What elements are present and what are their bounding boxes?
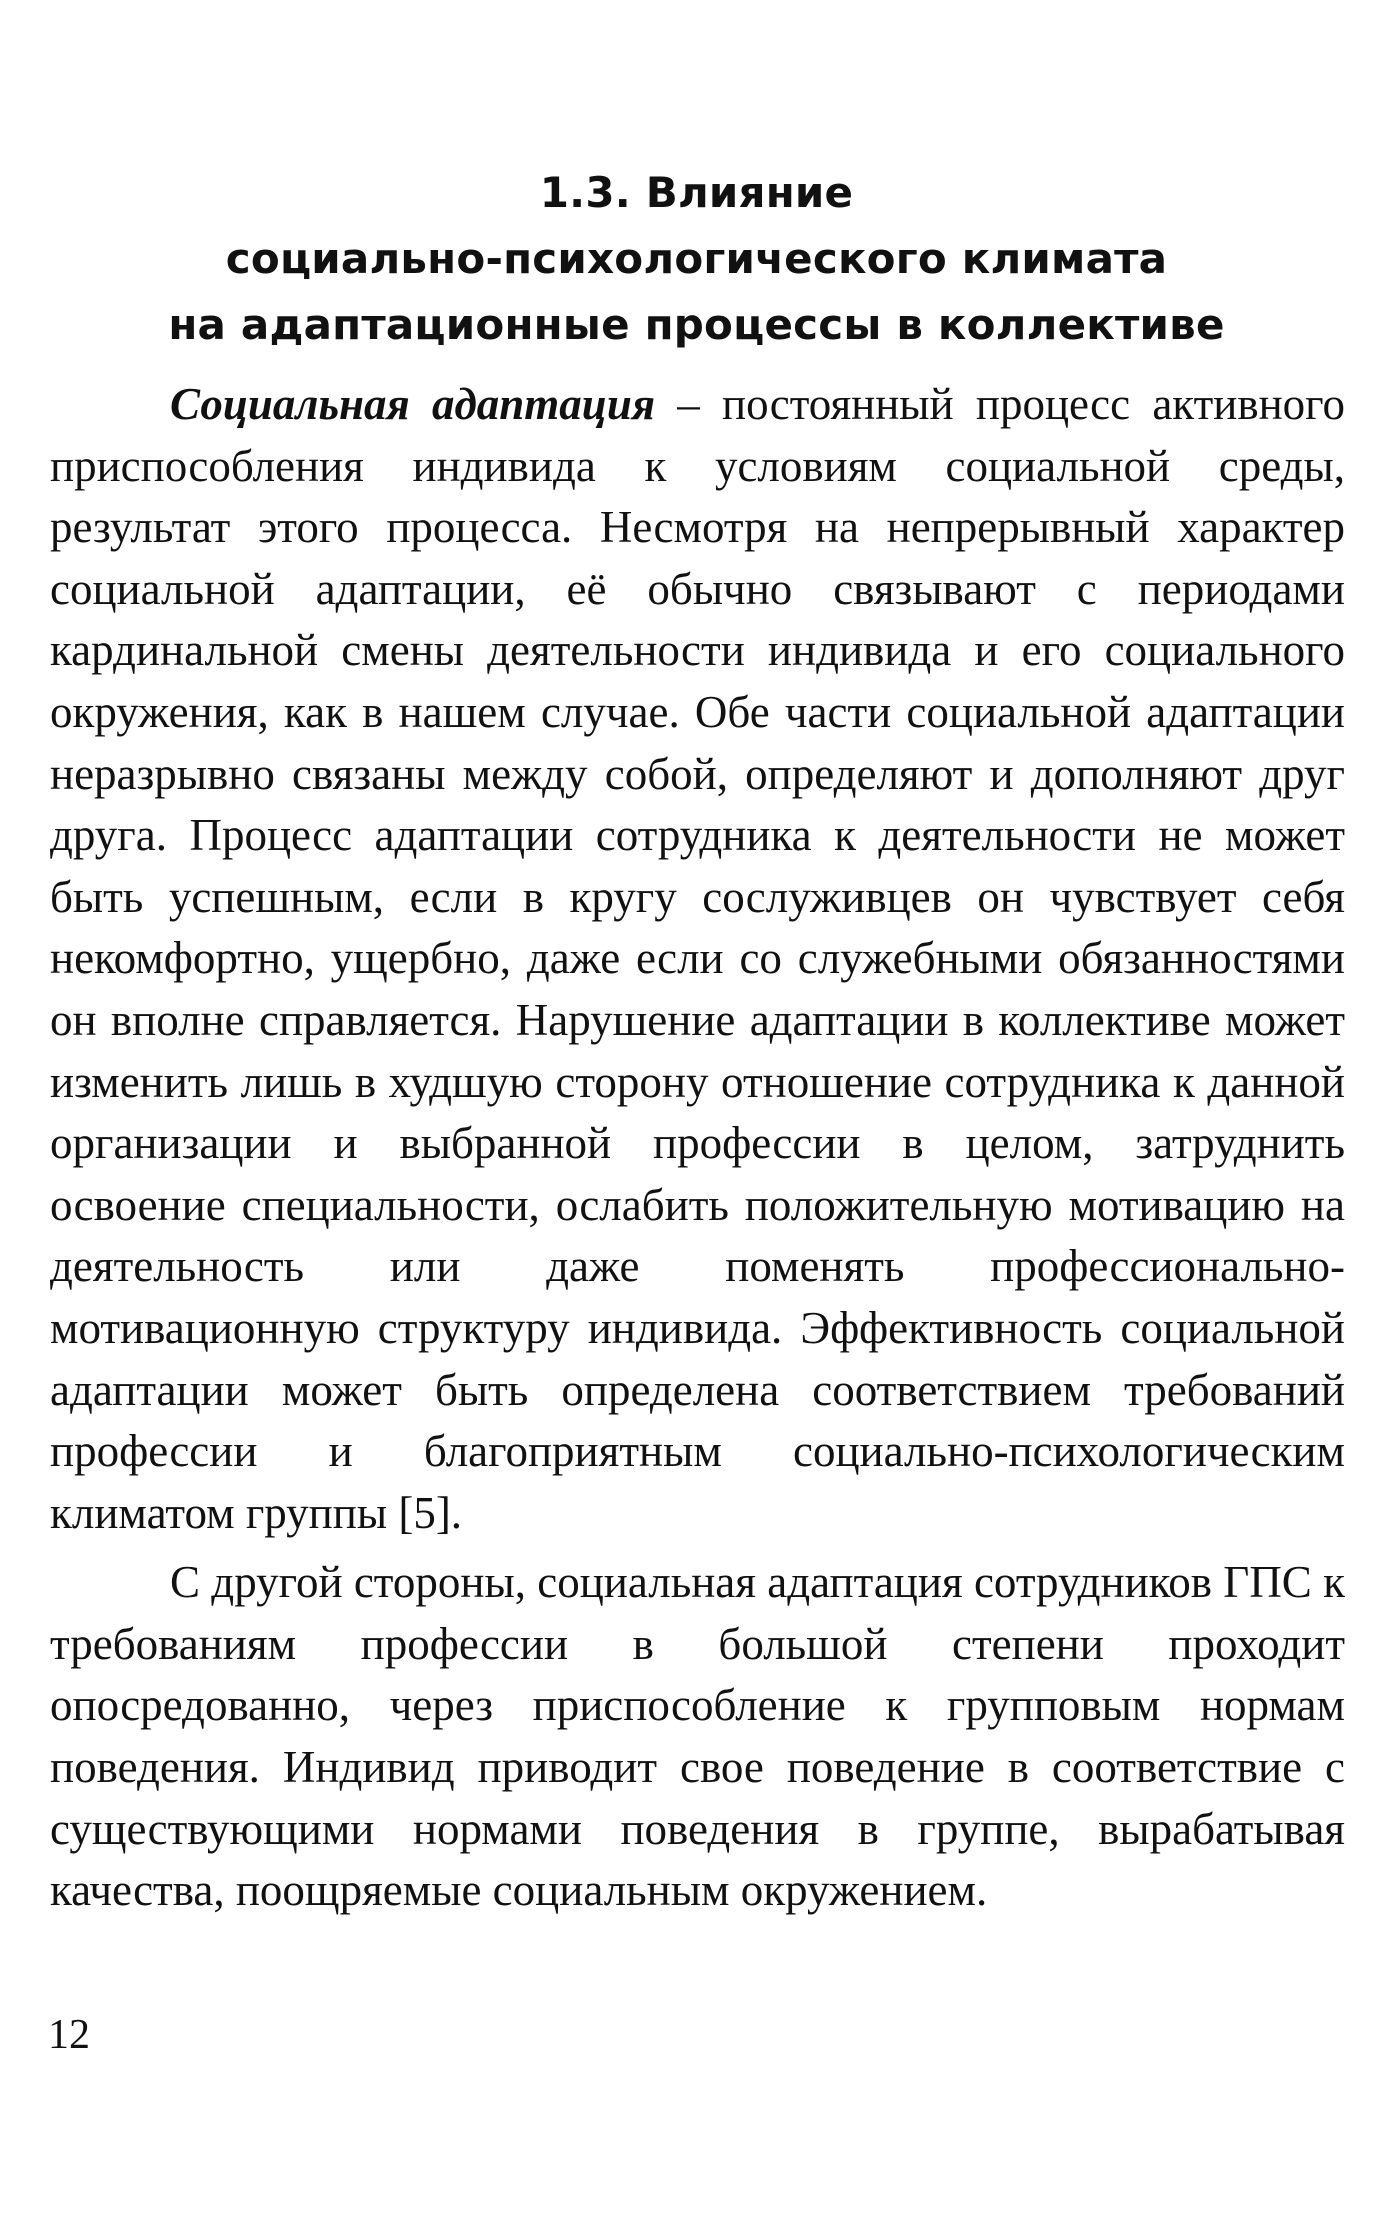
section-heading-line-3: на адаптационные процессы в коллективе bbox=[168, 300, 1225, 349]
paragraph-2-text: С другой стороны, социальная адаптация сотрудников ГПС к требованиям профессии в большой степени проходит опосредованно, через приспособление к групповым нормам поведения. Индивид приводит свое поведение в соответствие с существующими нормами поведения в группе, вырабатывая качества, поощряемые социальным окружением. bbox=[50, 1557, 1345, 1916]
page-number: 12 bbox=[48, 2012, 90, 2058]
paragraph-1 bbox=[50, 374, 1345, 1544]
paragraph-1-text: – постоянный процесс активного приспособления индивида к условиям социальной среды, результат этого процесса. Несмотря на непрерывный характер социальной адаптации, её обычно связывают с периодами кардинальной смены деятельности индивида и его социального окружения, как в нашем случае. Обе части социальной адаптации неразрывно связаны между собой, определяют и дополняют друг друга. Процесс адаптации сотрудника к деятельности не может быть успешным, если в кругу сослуживцев он чувствует себя некомфортно, ущербно, даже если со служебными обязанностями он вполне справляется. Нарушение адаптации в коллективе может изменить лишь в худшую сторону отношение сотрудника к данной организации и выбранной профессии в целом, затруднить освоение специальности, ослабить положительную мотивацию на деятельность или даже поменять профессионально-мотивационную структуру индивида. Эффективность социальной адаптации может быть определена соответствием требований профессии и благоприятным социально-психологическим климатом группы [5]. bbox=[50, 379, 1345, 1538]
section-heading bbox=[0, 160, 1393, 358]
section-heading-line-2: социально-психологического климата bbox=[225, 234, 1168, 283]
section-heading-line-1: 1.3. Влияние bbox=[539, 168, 854, 217]
body-text bbox=[50, 374, 1345, 1922]
paragraph-2 bbox=[50, 1552, 1345, 1922]
defined-term: Социальная адаптация bbox=[170, 379, 656, 429]
